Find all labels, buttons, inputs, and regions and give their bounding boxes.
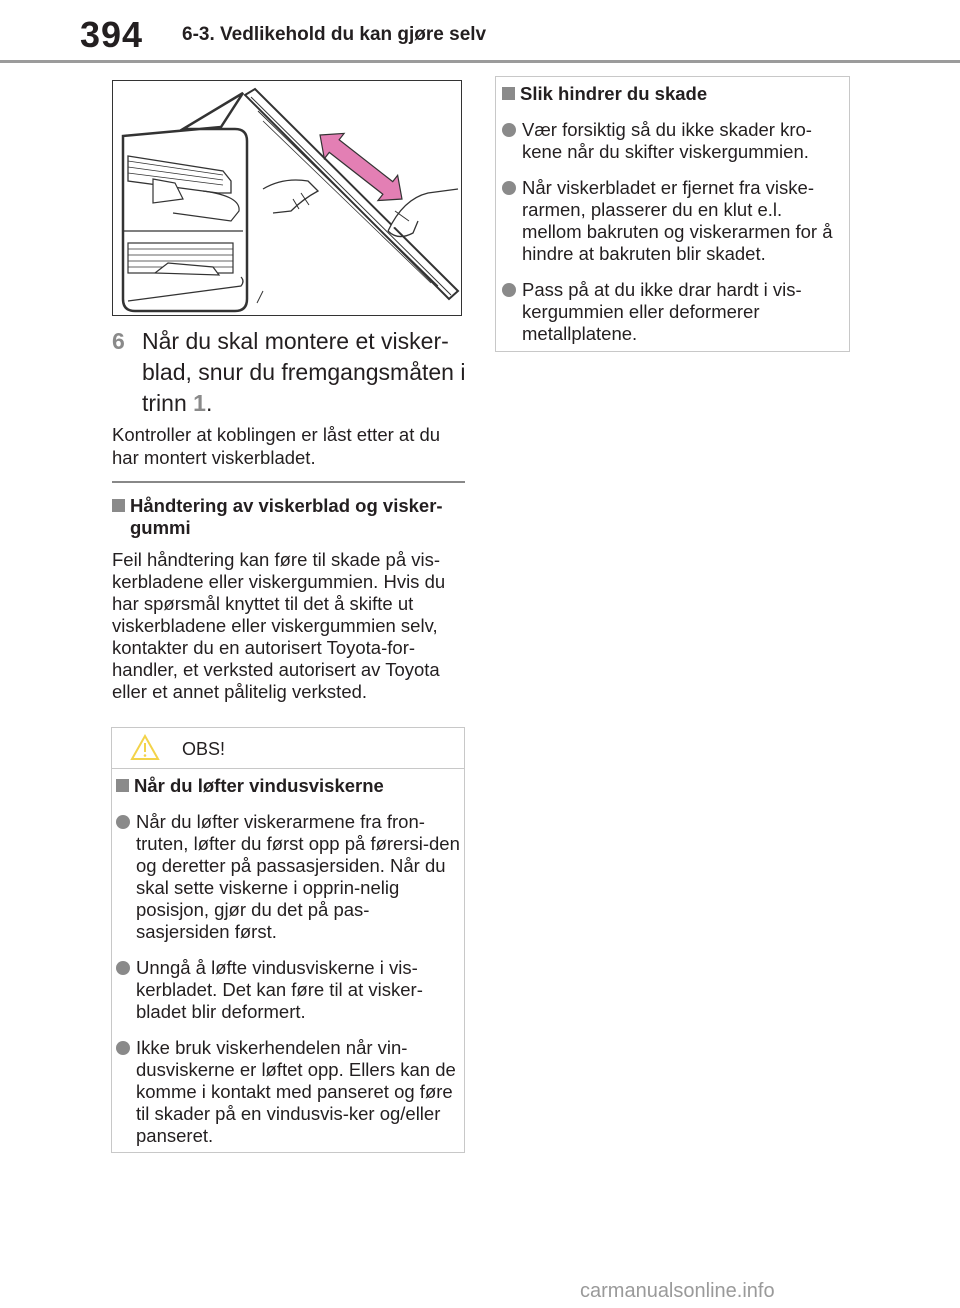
round-bullet-icon [116,1041,130,1055]
section-title: 6-3. Vedlikehold du kan gjøre selv [182,24,487,45]
square-bullet-icon [116,779,129,792]
handling-body: Feil håndtering kan føre til skade på vis-kerbladene eller viskergummien. Hvis du har spørsmål knyttet til det å skifte ut viskerbladene eller viskergummien selv, kontakter du en autorisert Toyota-for-handler, et verksted autorisert av Toyota eller et annet pålitelig verksted. [112,549,446,702]
watermark: carmanualsonline.info [580,1280,775,1302]
bullet-text: Når viskerbladet er fjernet fra viske-rarmen, plasserer du en klut e.l. mellom bakruten og viskerarmen for å hindre at bakruten blir skadet. [522,177,833,264]
round-bullet-icon [502,283,516,297]
note-text: Kontroller at koblingen er låst etter at du har montert viskerbladet. [112,424,441,468]
step-body: Når du skal montere et visker-blad, snur du fremgangsmåten i trinn [142,328,466,416]
page-header [0,0,960,62]
list-item [502,279,845,345]
list-item [502,177,845,265]
caution-heading [116,775,460,797]
caution-content [112,769,464,1147]
caution-title: Når du løfter vindusviskerne [134,775,384,796]
step-suffix: . [205,390,213,416]
warning-triangle-icon [130,734,160,761]
tips-title: Slik hindrer du skade [520,83,708,104]
list-item [502,119,845,163]
list-item [116,957,460,1023]
round-bullet-icon [116,961,130,975]
page-number: 394 [80,14,144,55]
round-bullet-icon [116,815,130,829]
list-item [116,1037,460,1147]
bullet-text: Ikke bruk viskerhendelen når vin-dusviskerne er løftet opp. Ellers kan de komme i kontakt med panseret og føre til skader på en vindusvis-ker og/eller panseret. [136,1037,456,1146]
step-6 [112,326,472,419]
caution-box [111,727,465,1153]
caution-header [112,728,464,769]
wiper-blade-diagram [113,81,463,317]
wiper-illustration [112,80,462,316]
step-number: 6 [112,328,125,354]
square-bullet-icon [112,499,125,512]
tips-box [495,76,850,352]
handling-heading [112,495,468,539]
caution-label: OBS! [182,739,226,759]
step-text [142,326,472,419]
tips-heading [502,83,845,105]
list-item [116,811,460,943]
step-ref: 1 [193,390,206,416]
header-rule [0,60,960,63]
bullet-text: Når du løfter viskerarmene fra fron-truten, løfter du først opp på førersi-den og deretter på passasjersiden. Når du skal sette viskerne i opprin-nelig posisjon, gjør du det på pas-sasjersiden først. [136,811,460,942]
handling-section [112,495,468,703]
round-bullet-icon [502,123,516,137]
bullet-text: Pass på at du ikke drar hardt i vis-kergummien eller deformerer metallplatene. [522,279,802,344]
bullet-text: Unngå å løfte vindusviskerne i vis-kerbladet. Det kan føre til at visker-bladet blir deformert. [136,957,423,1022]
round-bullet-icon [502,181,516,195]
handling-title: Håndtering av viskerblad og visker-gummi [130,495,443,538]
square-bullet-icon [502,87,515,100]
bullet-text: Vær forsiktig så du ikke skader kro-kene når du skifter viskergummien. [522,119,812,162]
divider [112,481,465,483]
